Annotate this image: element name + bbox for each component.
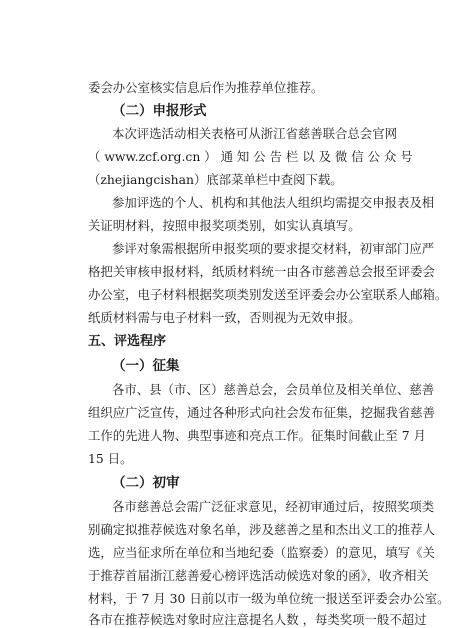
text-line: 各市、县（市、区）慈善总会，会员单位及相关单位、慈善 (112, 382, 435, 397)
text-line: 15 日。 (88, 451, 133, 466)
text-line: 选，应当征求所在单位和当地纪委（监察委）的意见，填写《关 (88, 545, 435, 560)
text-line: 本次评选活动相关表格可从浙江省慈善联合总会官网 (112, 126, 397, 141)
subheading-collection: （一）征集 (112, 358, 180, 374)
text-line: 参加评选的个人、机构和其他法人组织均需提交申报表及相 (112, 195, 435, 210)
text-line: 参评对象需根据所申报奖项的要求提交材料，初审部门应严 (112, 241, 435, 256)
text-line: （ www.zcf.org.cn ） 通 知 公 告 栏 以 及 微 信 公 众 号 (88, 149, 413, 164)
subheading-submission-form: （二）申报形式 (112, 103, 207, 119)
text-line: 格把关审核申报材料，纸质材料统一由各市慈善总会报至评委会 (88, 264, 435, 279)
text-line: 于推荐首届浙江慈善爱心榜评选活动候选对象的函》，收齐相关 (88, 568, 429, 583)
text-line: 组织应广泛宣传，通过各种形式向社会发布征集，挖掘我省慈善 (88, 405, 435, 420)
text-line: 纸质材料需与电子材料一致，否则视为无效申报。 (88, 310, 361, 325)
subheading-preliminary-review: （二）初审 (112, 475, 180, 491)
text-line: 别确定拟推荐候选对象名单，涉及慈善之星和杰出义工的推荐人 (88, 522, 435, 537)
text-line: 办公室，电子材料根据奖项类别发送至评委会办公室联系人邮箱。 (88, 287, 448, 302)
text-line: （zhejiangcishan）底部菜单栏中查阅下载。 (88, 172, 343, 187)
text-line: 关证明材料，按照申报奖项类别，如实认真填写。 (88, 218, 361, 233)
text-line: 工作的先进人物、典型事迹和亮点工作。征集时间截止至 7 月 (88, 428, 426, 443)
text-line: 委会办公室核实信息后作为推荐单位推荐。 (88, 80, 324, 95)
text-line: 材料，于 7 月 30 日前以市一级为单位统一报送至评委会办公室。 (88, 591, 450, 606)
text-line: 各市慈善总会需广泛征求意见，经初审通过后，按照奖项类 (112, 499, 435, 514)
text-line: 各市在推荐候选对象时应注意提名人数 ，每类奖项一般不超过 (88, 612, 427, 627)
section-heading-selection-procedure: 五、评选程序 (88, 334, 167, 349)
